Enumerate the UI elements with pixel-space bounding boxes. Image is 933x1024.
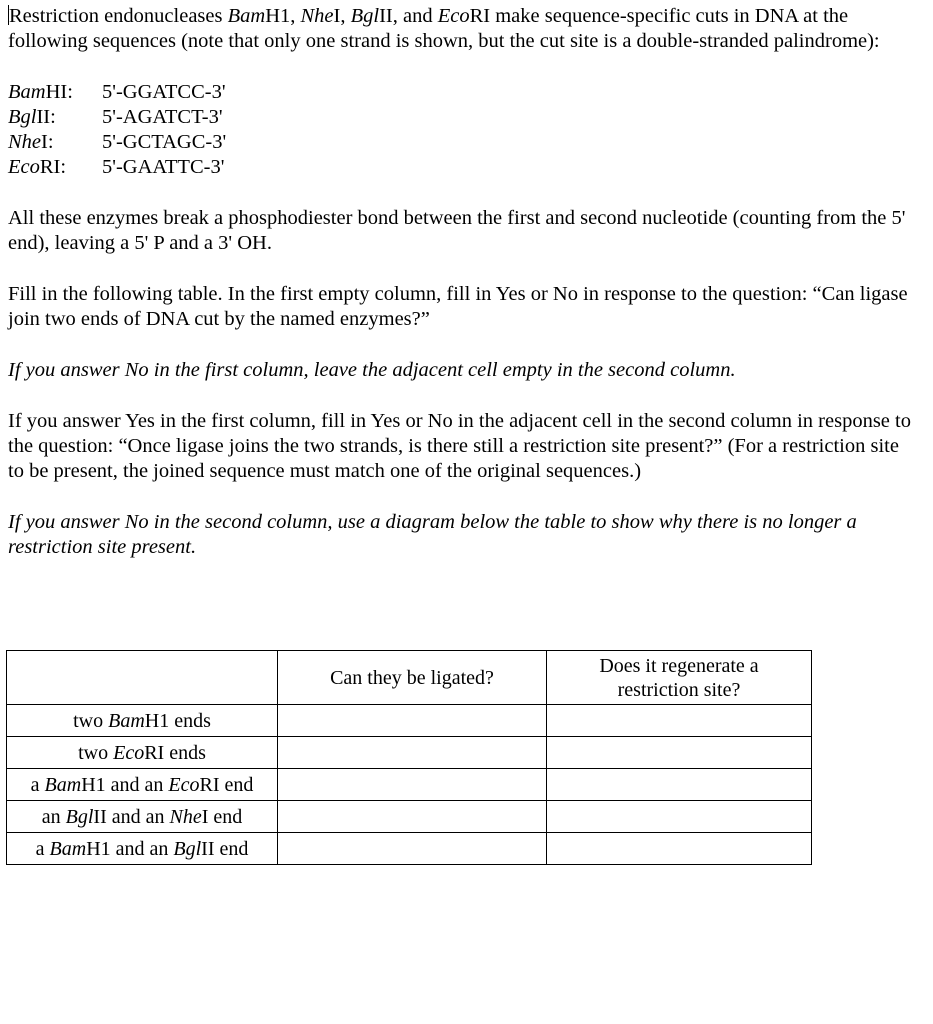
row-label-enzyme2: Nhe bbox=[169, 805, 202, 828]
row-label bbox=[7, 833, 278, 865]
row-label-pre: two bbox=[78, 741, 114, 764]
table-row bbox=[7, 833, 812, 865]
no-first-column-instruction bbox=[8, 358, 913, 383]
site-row-bglii bbox=[8, 105, 226, 130]
regenerate-answer-cell[interactable] bbox=[547, 769, 812, 801]
row-label-pre: an bbox=[41, 805, 66, 828]
row-label-enzyme2: Eco bbox=[168, 773, 200, 796]
header-regenerate-line2: restriction site? bbox=[617, 678, 741, 701]
row-label-mid: H1 ends bbox=[144, 709, 211, 732]
cut-description: All these enzymes break a phosphodiester bond between the first and second nucleotide (counting from the 5' end), leaving a 5' P and a 3' OH. bbox=[8, 207, 906, 254]
ligate-answer-cell[interactable] bbox=[278, 833, 547, 865]
intro-text-4: II, and bbox=[379, 5, 438, 27]
site-sequence: 5'-AGATCT-3' bbox=[102, 106, 223, 128]
site-enzyme-italic: Eco bbox=[8, 156, 40, 178]
no-second-text: If you answer No in the second column, use a diagram below the table to show why there is no longer a restriction site present. bbox=[8, 511, 857, 558]
regenerate-answer-cell[interactable] bbox=[547, 737, 812, 769]
table-row bbox=[7, 801, 812, 833]
site-enzyme-italic: Bam bbox=[8, 81, 46, 103]
no-first-text: If you answer No in the first column, leave the adjacent cell empty in the second column. bbox=[8, 359, 736, 381]
intro-enzyme-bam: Bam bbox=[227, 5, 266, 27]
site-sequence: 5'-GGATCC-3' bbox=[102, 81, 226, 103]
ligate-answer-cell[interactable] bbox=[278, 801, 547, 833]
answer-table bbox=[6, 650, 812, 865]
site-row-nhei bbox=[8, 130, 226, 155]
site-enzyme-roman: II: bbox=[36, 106, 56, 128]
intro-text-2: H1, bbox=[265, 5, 301, 27]
row-label-mid: H1 and an bbox=[86, 837, 174, 860]
site-enzyme-roman: RI: bbox=[39, 156, 67, 178]
row-label-mid: H1 and an bbox=[81, 773, 169, 796]
header-regenerate-line1: Does it regenerate a bbox=[599, 654, 759, 677]
row-label-enzyme1: Bam bbox=[108, 709, 145, 732]
site-enzyme-italic: Nhe bbox=[8, 131, 42, 153]
intro-paragraph bbox=[8, 4, 913, 54]
site-enzyme-roman: I: bbox=[41, 131, 54, 153]
row-label-pre: two bbox=[73, 709, 109, 732]
ligate-answer-cell[interactable] bbox=[278, 769, 547, 801]
intro-enzyme-bgl: Bgl bbox=[350, 5, 380, 27]
answer-table-header bbox=[7, 651, 812, 705]
regenerate-answer-cell[interactable] bbox=[547, 801, 812, 833]
row-label bbox=[7, 737, 278, 769]
row-label-post: I end bbox=[201, 805, 243, 828]
site-sequence: 5'-GAATTC-3' bbox=[102, 156, 225, 178]
row-label-enzyme1: Bam bbox=[49, 837, 87, 860]
document-body bbox=[8, 4, 913, 586]
site-sequence: 5'-GCTAGC-3' bbox=[102, 131, 227, 153]
row-label-post: II end bbox=[201, 837, 249, 860]
row-label-enzyme2: Bgl bbox=[173, 837, 202, 860]
no-second-column-instruction bbox=[8, 510, 913, 560]
site-enzyme-italic: Bgl bbox=[8, 106, 37, 128]
intro-text-3: I, bbox=[333, 5, 351, 27]
row-label bbox=[7, 769, 278, 801]
site-enzyme-roman: HI: bbox=[45, 81, 73, 103]
regenerate-answer-cell[interactable] bbox=[547, 833, 812, 865]
table-row bbox=[7, 737, 812, 769]
row-label-post: RI end bbox=[199, 773, 254, 796]
regenerate-answer-cell[interactable] bbox=[547, 705, 812, 737]
ligate-answer-cell[interactable] bbox=[278, 737, 547, 769]
row-label-enzyme1: Bam bbox=[44, 773, 82, 796]
fill-instructions: Fill in the following table. In the first empty column, fill in Yes or No in response to the question: “Can ligase join two ends of DNA cut by the named enzymes?” bbox=[8, 283, 908, 330]
intro-enzyme-eco: Eco bbox=[437, 5, 470, 27]
site-row-ecori bbox=[8, 155, 226, 180]
table-row bbox=[7, 769, 812, 801]
recognition-sequences bbox=[8, 80, 226, 180]
row-label-pre: a bbox=[35, 837, 50, 860]
row-label-mid: II and an bbox=[93, 805, 170, 828]
intro-enzyme-nhe: Nhe bbox=[300, 5, 334, 27]
ligate-answer-cell[interactable] bbox=[278, 705, 547, 737]
intro-text-1: Restriction endonucleases bbox=[9, 5, 228, 27]
row-label-pre: a bbox=[30, 773, 45, 796]
yes-first-column-instruction: If you answer Yes in the first column, fill in Yes or No in the adjacent cell in the second column in response to the question: “Once ligase joins the two strands, is there still a restriction site present?” (For a restriction site to be present, the joined sequence must match one of the original sequences.) bbox=[8, 410, 911, 482]
header-can-ligate: Can they be ligated? bbox=[278, 651, 547, 705]
site-row-bamhi bbox=[8, 80, 226, 105]
intro-text-5: RI make sequence-specific cuts in DNA at the following sequences (note that only one strand is shown, but the cut site is a double-stranded palindrome): bbox=[8, 5, 880, 52]
row-label-enzyme1: Bgl bbox=[65, 805, 94, 828]
header-empty-cell bbox=[7, 651, 278, 705]
row-label-mid: RI ends bbox=[144, 741, 206, 764]
row-label bbox=[7, 801, 278, 833]
table-row bbox=[7, 705, 812, 737]
row-label bbox=[7, 705, 278, 737]
row-label-enzyme1: Eco bbox=[113, 741, 145, 764]
header-regenerate-site bbox=[547, 651, 812, 705]
